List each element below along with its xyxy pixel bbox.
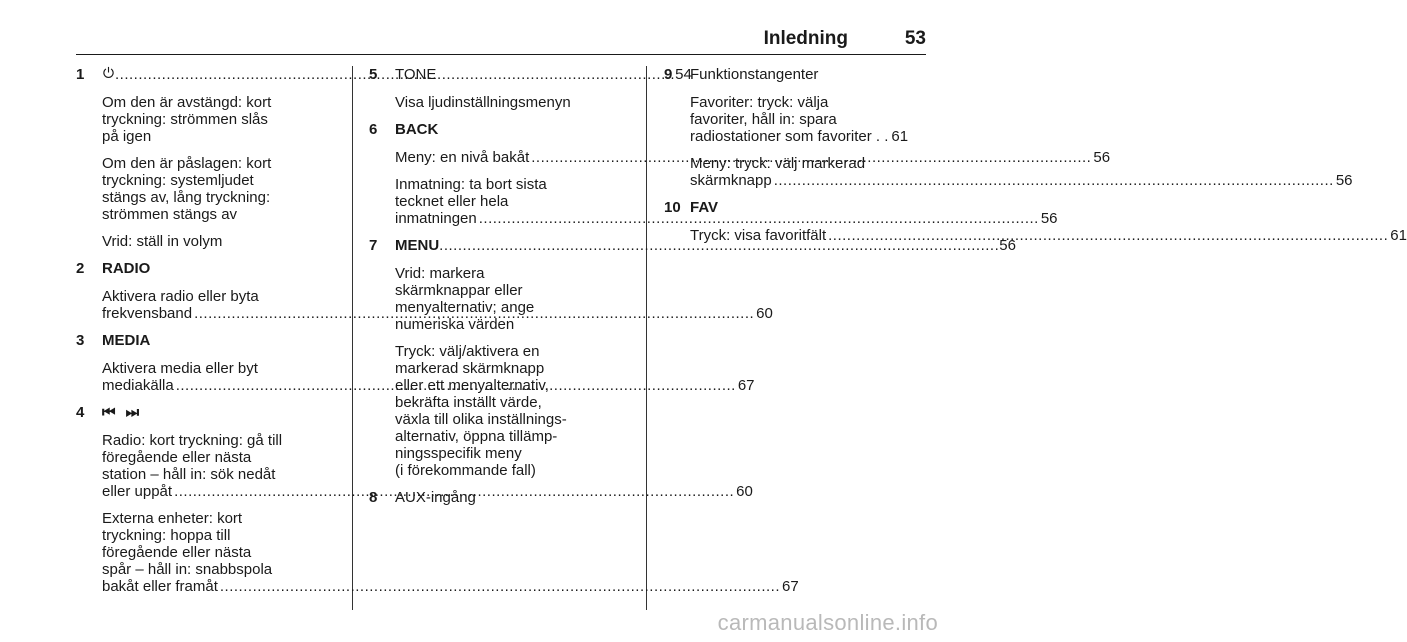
item-label: TONE xyxy=(395,66,437,83)
item-number: 8 xyxy=(369,489,378,506)
page-ref: 54 xyxy=(675,66,692,83)
item-8 xyxy=(369,489,633,507)
item-text: Vrid: ställ in volym xyxy=(102,233,223,250)
item-4 xyxy=(76,404,338,422)
item-text: Inmatning: ta bort sista tecknet eller hela inmatningen ..... 56 xyxy=(395,176,633,227)
item-2 xyxy=(76,260,338,278)
item-number: 5 xyxy=(369,66,378,83)
item-6 xyxy=(369,121,633,139)
item-label: RADIO xyxy=(102,260,151,277)
page-ref: 60 xyxy=(756,305,773,322)
item-label: MENU xyxy=(395,237,440,254)
item-label: AUX-ingång xyxy=(395,489,476,506)
page-ref: 61 xyxy=(1390,227,1407,244)
item-number: 10 xyxy=(664,199,681,216)
item-number: 2 xyxy=(76,260,85,277)
page-ref: 56 xyxy=(1093,149,1111,166)
item-text: Externa enheter: kort tryckning: hoppa till föregående eller nästa spår – håll in: snabbspola bakåt eller framåt ..... 67 xyxy=(102,510,338,595)
page-ref: 61 xyxy=(891,128,909,145)
page-ref: 67 xyxy=(782,578,799,595)
page-header xyxy=(76,26,926,55)
page-ref: 56 xyxy=(999,237,1016,254)
page-ref: 60 xyxy=(736,483,753,500)
item-text: Om den är avstängd: kort tryckning: strömmen slås på igen xyxy=(102,94,272,145)
page-ref: 56 xyxy=(1040,210,1058,227)
page-title: Inledning xyxy=(763,28,848,49)
page-number: 53 xyxy=(904,28,926,49)
column-divider xyxy=(646,66,647,610)
item-7 xyxy=(369,237,1016,255)
item-text: Aktivera media eller byt mediakälla ..... 67 xyxy=(102,360,338,394)
item-number: 4 xyxy=(76,404,85,421)
item-label: FAV xyxy=(690,199,719,216)
page-ref: 56 xyxy=(1335,172,1353,189)
item-5 xyxy=(369,66,633,84)
item-10 xyxy=(664,199,938,217)
item-label: MEDIA xyxy=(102,332,151,349)
item-number: 7 xyxy=(369,237,378,254)
item-3 xyxy=(76,332,338,350)
item-text: Tryck: visa favoritfält ..... 61 xyxy=(690,227,938,244)
column-divider xyxy=(352,66,353,610)
power-icon xyxy=(102,66,115,79)
page-ref: 67 xyxy=(737,377,755,394)
item-text: Favoriter: tryck: välja favoriter, håll in: spara radiostationer som favoriter . . 61 xyxy=(690,94,909,145)
item-label: Funktionstangenter xyxy=(690,66,819,83)
item-number: 1 xyxy=(76,66,85,83)
item-9 xyxy=(664,66,938,84)
item-text: Aktivera radio eller byta frekvensband ..... 60 xyxy=(102,288,338,322)
item-number: 9 xyxy=(664,66,673,83)
item-text: Vrid: markera skärmknappar eller menyalternativ; ange numeriska värden xyxy=(395,265,535,333)
item-text: Meny: tryck: välj markerad skärmknapp ..... 56 xyxy=(690,155,938,189)
item-text: Visa ljudinställningsmenyn xyxy=(395,94,571,111)
item-label: BACK xyxy=(395,121,439,138)
item-number: 6 xyxy=(369,121,378,138)
watermark: carmanualsonline.info xyxy=(717,610,938,635)
item-text: Tryck: välj/aktivera en markerad skärmknapp eller ett menyalternativ, bekräfta inställt värde, växla till olika inställnings- alternativ, öppna tillämp- ningsspecifik meny (i förekommande fall) xyxy=(395,343,567,479)
skip-previous-next-icon: ⏮ ⏭ xyxy=(102,404,143,421)
item-text: Meny: en nivå bakåt ..... 56 xyxy=(395,149,633,166)
item-number: 3 xyxy=(76,332,85,349)
item-text: Om den är påslagen: kort tryckning: systemljudet stängs av, lång tryckning: strömmen stängs av xyxy=(102,155,272,223)
item-text: Radio: kort tryckning: gå till föregående eller nästa station – håll in: sök nedåt eller uppåt ..... 60 xyxy=(102,432,338,500)
